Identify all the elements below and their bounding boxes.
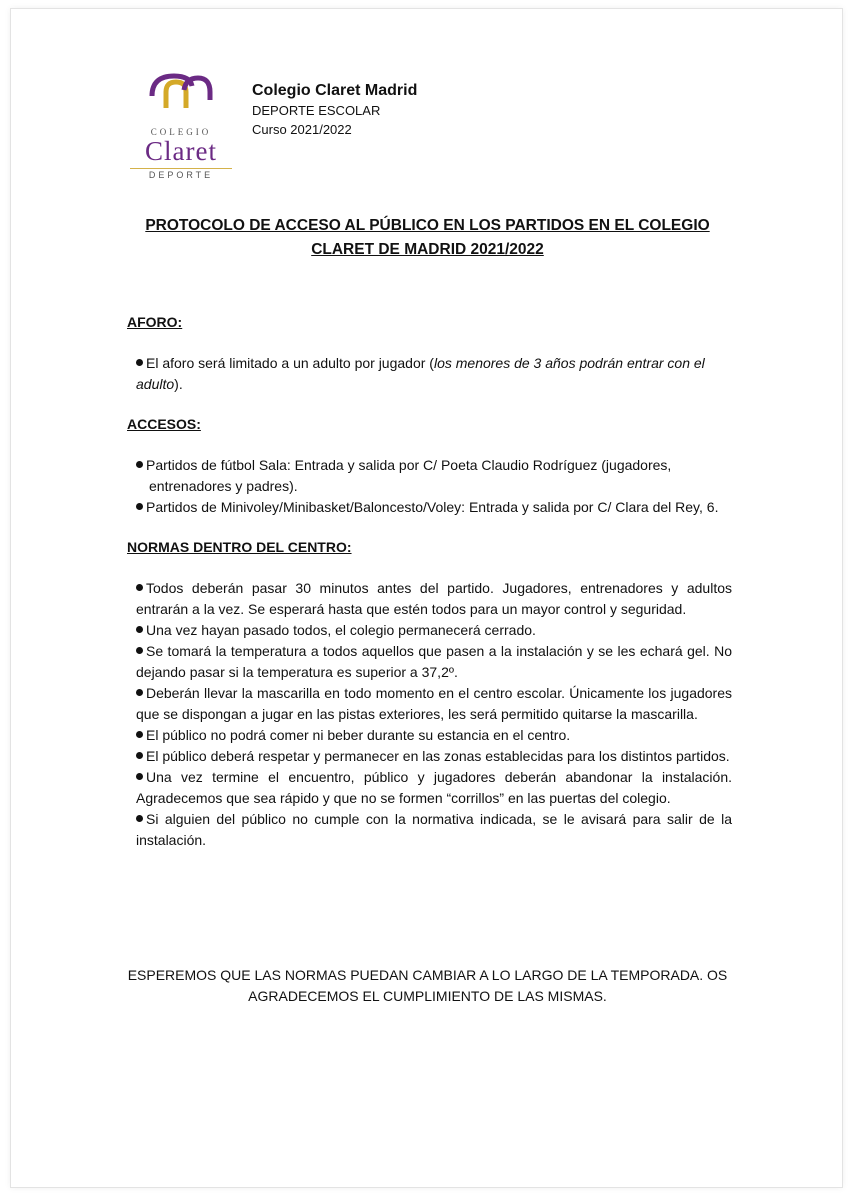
list-item-text: Se tomará la temperatura a todos aquellos que pasen a la instalación y se les echará gel. No dejando pasar si la temperatura es superior a 37,2º. — [136, 643, 732, 680]
bullet-icon — [136, 461, 143, 468]
logo-bottom-text: DEPORTE — [148, 170, 214, 180]
list-item-text: Una vez termine el encuentro, público y jugadores deberán abandonar la instalación. Agradecemos que sea rápido y que no se formen “corrillos” en las puertas del colegio. — [136, 769, 732, 806]
bullet-icon — [136, 359, 143, 366]
arches-icon — [148, 72, 214, 130]
department: DEPORTE ESCOLAR — [252, 103, 381, 118]
normas-list — [127, 578, 732, 851]
bullet-icon — [136, 503, 143, 510]
aforo-list — [127, 353, 732, 395]
aforo-italic-text: los menores de 3 años podrán entrar con el adulto — [136, 355, 705, 392]
logo-divider — [130, 168, 232, 169]
bullet-icon — [136, 731, 143, 738]
list-item — [127, 620, 732, 641]
document-body — [127, 312, 732, 851]
list-item — [127, 809, 732, 851]
list-item — [127, 767, 732, 809]
school-info — [252, 81, 417, 139]
title-line-1: PROTOCOLO DE ACCESO AL PÚBLICO EN LOS PARTIDOS EN EL COLEGIO — [145, 217, 710, 234]
list-item-text: Partidos de fútbol Sala: Entrada y salida por C/ Poeta Claudio Rodríguez (jugadores, entrenadores y padres). — [146, 457, 672, 494]
list-item — [127, 725, 732, 746]
accesos-list — [127, 455, 732, 518]
aforo-text-end: ). — [174, 376, 183, 392]
bullet-icon — [136, 752, 143, 759]
list-item-text: El público no podrá comer ni beber durante su estancia en el centro. — [146, 727, 571, 743]
closing-line-2: AGRADECEMOS EL CUMPLIMIENTO DE LAS MISMAS. — [248, 988, 607, 1004]
closing-line-1: ESPEREMOS QUE LAS NORMAS PUEDAN CAMBIAR A LO LARGO DE LA TEMPORADA. OS — [127, 967, 728, 983]
list-item — [127, 683, 732, 725]
list-item-text: Deberán llevar la mascarilla en todo momento en el centro escolar. Únicamente los jugadores que se dispongan a jugar en las pistas exteriores, les será permitido quitarse la mascarilla. — [136, 685, 732, 722]
list-item — [127, 641, 732, 683]
section-heading-normas: NORMAS DENTRO DEL CENTRO: — [127, 539, 352, 555]
bullet-icon — [136, 584, 143, 591]
section-heading-aforo: AFORO: — [127, 314, 183, 330]
bullet-icon — [136, 626, 143, 633]
school-name: Colegio Claret Madrid — [252, 82, 418, 99]
list-item-text: Si alguien del público no cumple con la normativa indicada, se le avisará para salir de la instalación. — [136, 811, 732, 848]
bullet-icon — [136, 815, 143, 822]
list-item-text: Partidos de Minivoley/Minibasket/Baloncesto/Voley: Entrada y salida por C/ Clara del Rey, 6. — [146, 499, 719, 515]
bullet-icon — [136, 647, 143, 654]
list-item — [127, 746, 732, 767]
list-item — [127, 455, 732, 497]
bullet-icon — [136, 689, 143, 696]
list-item — [127, 497, 732, 518]
section-heading-accesos: ACCESOS: — [127, 416, 201, 432]
page-title — [120, 214, 735, 262]
title-line-2: CLARET DE MADRID 2021/2022 — [311, 241, 544, 258]
aforo-text: El aforo será limitado a un adulto por jugador ( — [146, 355, 434, 371]
logo-top-text: COLEGIO — [150, 127, 212, 137]
claret-logo — [126, 72, 236, 184]
bullet-icon — [136, 773, 143, 780]
aforo-item — [127, 353, 732, 395]
closing-note — [120, 965, 735, 1007]
list-item-text: Todos deberán pasar 30 minutos antes del partido. Jugadores, entrenadores y adultos entrarán a la vez. Se esperará hasta que estén todos para un mayor control y seguridad. — [136, 580, 732, 617]
list-item-text: El público deberá respetar y permanecer en las zonas establecidas para los distintos partidos. — [146, 748, 730, 764]
list-item — [127, 578, 732, 620]
course: Curso 2021/2022 — [252, 122, 352, 137]
list-item-text: Una vez hayan pasado todos, el colegio permanecerá cerrado. — [146, 622, 536, 638]
logo-brand: Claret — [145, 136, 217, 166]
